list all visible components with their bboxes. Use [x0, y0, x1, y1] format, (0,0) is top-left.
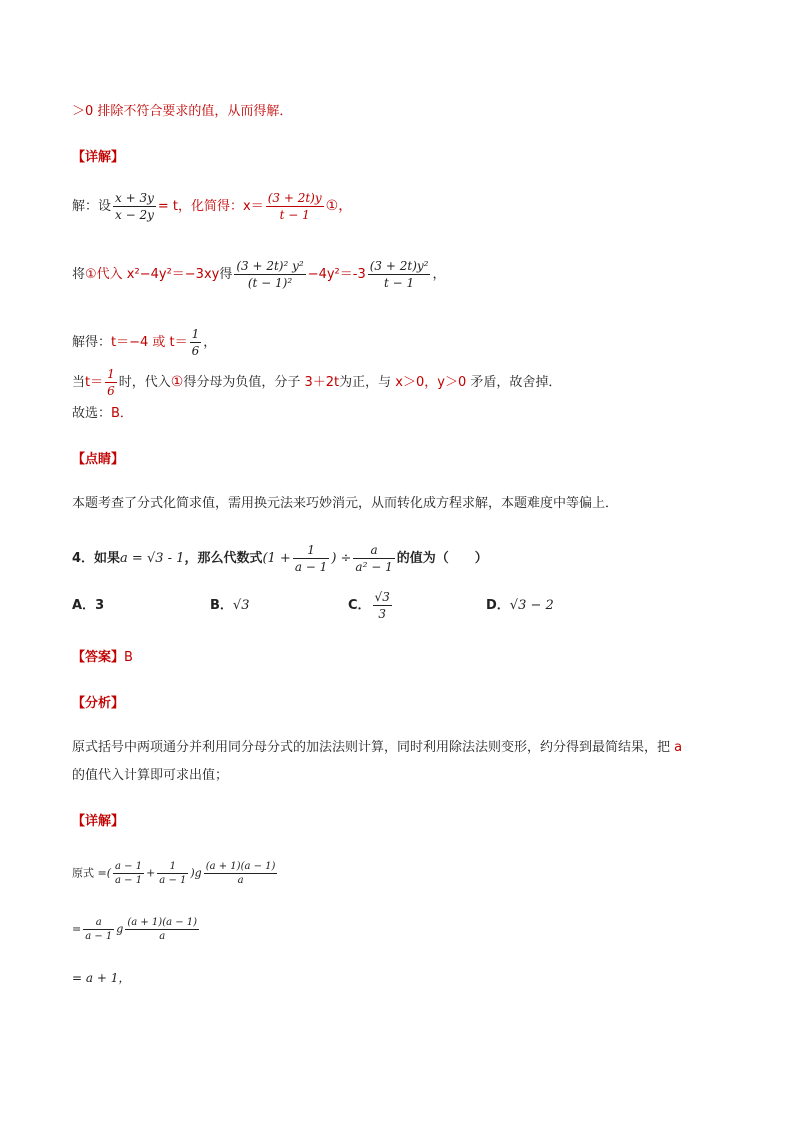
- text: ①代入 x²−4y²＝−3xy: [85, 267, 220, 282]
- text: ，: [203, 335, 217, 350]
- text: 矛盾，故舍掉．: [470, 375, 562, 390]
- fraction: $\frac{(3 + 2t)y}{t - 1}$: [267, 191, 322, 222]
- text: 得分母为负值，分子: [183, 375, 301, 390]
- text: ，那么代数式: [184, 551, 263, 566]
- text: a: [674, 740, 683, 755]
- text: 当: [72, 375, 86, 390]
- text: 将: [72, 267, 86, 282]
- question-4: [72, 542, 488, 575]
- choice-c: C． $\frac{√3}{3}$: [348, 590, 390, 621]
- section-header-detail-2: 【详解】: [72, 814, 125, 829]
- question-number: 4．如果: [72, 551, 121, 566]
- text: t＝−4 或 t＝: [111, 335, 188, 350]
- solution-step-2: = $\frac{a}{a - 1}$ g $\frac{(a + 1)(a - 1)}{a}$: [72, 917, 198, 942]
- text: x＝: [243, 199, 264, 214]
- analysis-line-1: [72, 738, 682, 758]
- text-line-7: [72, 404, 133, 424]
- fraction: $\frac{\text{(3 + 2t)y²}}{t - 1}$: [369, 259, 429, 290]
- section-header-answer: 【答案】: [72, 650, 125, 665]
- section-header-point: 【点睛】: [72, 452, 125, 467]
- section-header-detail: 【详解】: [72, 150, 125, 165]
- text: ①: [170, 374, 184, 390]
- text: 为正，与: [339, 375, 392, 390]
- choice-b: B．√3: [210, 598, 250, 613]
- text: 解得：: [72, 335, 112, 350]
- answer-value: B: [124, 650, 133, 665]
- text: = t，化简得：: [157, 199, 244, 214]
- text: 的值为（ ）: [396, 551, 488, 566]
- text: x＞0，y＞0: [395, 375, 467, 390]
- text-line-9: 本题考查了分式化简求值，需用换元法来巧妙消元，从而转化成方程求解，本题难度中等偏上．: [72, 496, 619, 511]
- text-line-6: [72, 366, 561, 399]
- section-header-analysis: 【分析】: [72, 696, 125, 711]
- text: 故选：: [72, 406, 112, 421]
- fraction: $\frac{1}{a - 1}$: [294, 543, 328, 574]
- fraction: $\frac{(a + 1)(a - 1)}{a}$: [205, 861, 276, 886]
- text-line-5: [72, 326, 216, 359]
- fraction: $\frac{(a + 1)(a - 1)}{a}$: [127, 917, 198, 942]
- text: 解：设: [72, 199, 112, 214]
- math: a = √3 - 1: [120, 551, 185, 566]
- text: ，: [432, 267, 446, 282]
- fraction: $\frac{√3}{3}$: [374, 590, 390, 621]
- text: ①，: [325, 198, 353, 214]
- fraction: $\frac{x + 3y}{x - 2y}$: [115, 191, 154, 222]
- text: ＞0 排除不符合要求的值，从而得解．: [72, 104, 293, 119]
- answer-line: [72, 648, 133, 668]
- text-line-4: [72, 258, 445, 291]
- text: −4y²＝-3: [307, 267, 366, 282]
- math: (1 +: [262, 551, 291, 566]
- fraction: $\frac{1}{6}$: [107, 367, 115, 398]
- fraction: $\frac{a}{\text{a² − 1}}$: [355, 543, 393, 574]
- fraction: $\frac{1}{6}$: [191, 327, 200, 358]
- fraction: $\frac{a - 1}{a - 1}$: [115, 861, 143, 886]
- fraction: $\frac{1}{a - 1}$: [159, 861, 187, 886]
- solution-step-1: 原式 =( $\frac{a - 1}{a - 1}$ + $\frac{1}{a - 1}$ )g $\frac{(a + 1)(a - 1)}{a}$: [72, 861, 276, 886]
- fraction: $\frac{\text{(3 + 2t)² y²}}{\text{(t − 1)²}}$: [236, 259, 304, 290]
- text: 时，代入: [118, 375, 171, 390]
- choice-d: D．√3 − 2: [486, 598, 554, 613]
- text: B．: [111, 406, 133, 421]
- fraction: $\frac{a}{a - 1}$: [85, 917, 113, 942]
- text: 得: [219, 267, 233, 282]
- text-line-1: [72, 102, 292, 122]
- text: 原式括号中两项通分并利用同分母分式的加法法则计算，同时利用除法法则变形，约分得到最简结果，把: [72, 740, 671, 755]
- text: t＝: [85, 375, 104, 390]
- text-line-3: [72, 190, 352, 223]
- text: 3＋2t: [304, 375, 340, 390]
- solution-step-3: = a + 1，: [72, 971, 131, 985]
- analysis-line-2: 的值代入计算即可求出值；: [72, 768, 229, 783]
- math: ) ÷: [331, 551, 352, 566]
- choice-a: A．3: [72, 598, 105, 613]
